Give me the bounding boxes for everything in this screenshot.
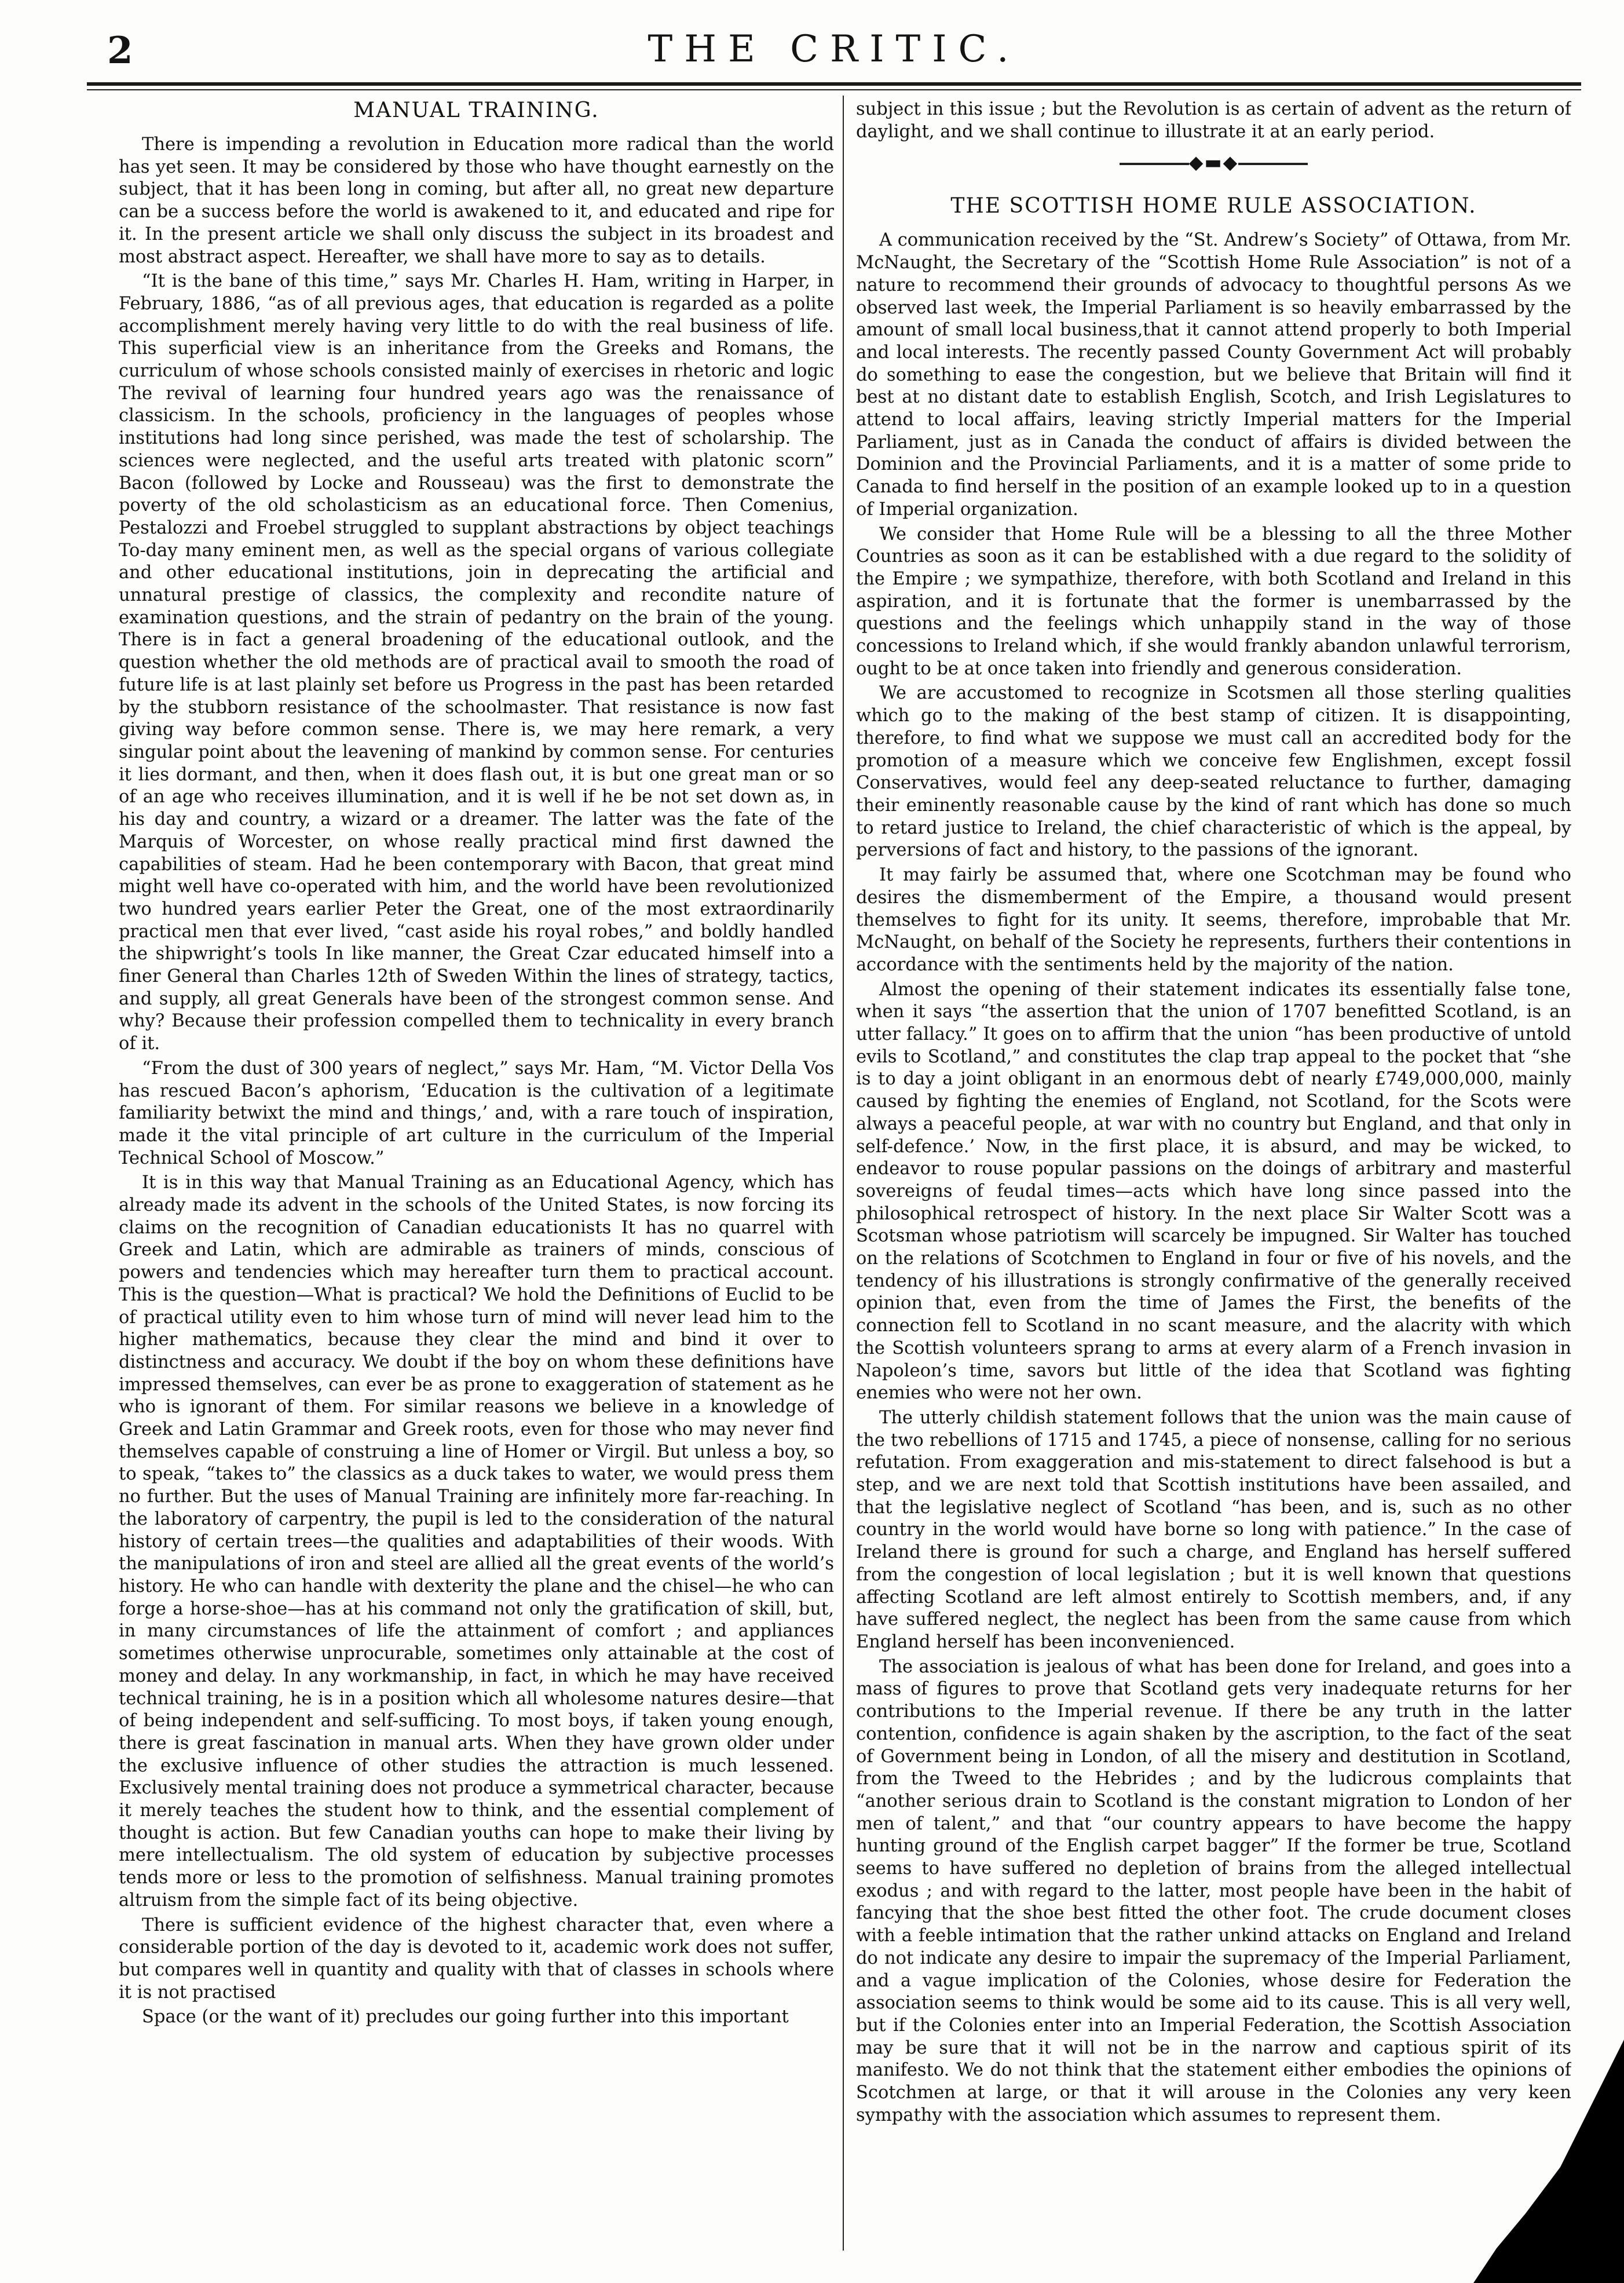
paragraph: It is in this way that Manual Training as an Educational Agency, which has already made its advent in the schools of the United States, is now forcing its claims on the recognition of Canadian educationists It has no quarrel with Greek and Latin, which are admirable as trainers of minds, conscious of powers and tendencies which may hereafter turn them to practical account. This is the question—What is practical? We hold the Definitions of Euclid to be of practical utility even to him whose turn of mind will never lead him to the higher mathematics, because they clear the mind and bind it over to distinctness and accuracy. We doubt if the boy on whom these definitions have impressed themselves, can ever be as prone to exaggeration of statement as he who is ignorant of them. For similar reasons we believe in a knowledge of Greek and Latin Grammar and Greek roots, even for those who may never find themselves capable of construing a line of Homer or Virgil. But unless a boy, so to speak, “takes to” the classics as a duck takes to water, we would press them no further. But the uses of Manual Training are infinitely more far-reaching. In the laboratory of carpentry, the pupil is led to the consideration of the natural history of certain trees—the qualities and adaptabilities of their woods. With the manipulations of iron and steel are allied all the great events of the world’s history. He who can handle with dexterity the plane and the chisel—he who can forge a horse-shoe—has at his command not only the gratification of skill, but, in many circumstances of life the attainment of comfort ; and appliances sometimes otherwise unprocurable, sometimes only attainable at the cost of money and delay. In any workmanship, in fact, in which he may have received technical training, he is in a position which all wholesome natures desire—that of being independent and self-sufficing. To most boys, if taken young enough, there is great fascination in manual arts. When they have grown older under the exclusive influence of other studies the attraction is much lessened. Exclusively mental training does not produce a symmetrical character, because it merely teaches the student how to think, and the essential complement of thought is action. But few Canadian youths can hope to make their living by mere intellectualism. The old system of education by subjective processes tends more or less to the promotion of selfishness. Manual training promotes altruism from the simple fact of its being objective. [119,1172,834,1911]
paragraph: We are accustomed to recognize in Scotsmen all those sterling qualities which go to the making of the best stamp of citizen. It is disappointing, therefore, to find what we suppose we must call an accredited body for the promotion of a measure which we conceive few Englishmen, except fossil Conservatives, would feel any deep-seated reluctance to further, damaging their eminently reasonable cause by the kind of rant which has done so much to retard justice to Ireland, the chief characteristic of which is the appeal, by perversions of fact and history, to the passions of the ignorant. [856,683,1571,861]
paragraph: “From the dust of 300 years of neglect,” says Mr. Ham, “M. Victor Della Vos has rescued Bacon’s aphorism, ‘Education is the cultivation of a legitimate familiarity betwixt the mind and things,’ and, with a rare touch of inspiration, made it the vital principle of art culture in the curriculum of the Imperial Technical School of Moscow.” [119,1058,834,1168]
article-title-manual-training: MANUAL TRAINING. [353,98,599,122]
paragraph: A communication received by the “St. Andrew’s Society” of Ottawa, from Mr. McNaught, the Secretary of the “Scottish Home Rule Association” is not of a nature to recommend their grounds of advocacy to thoughtful persons As we observed last week, the Imperial Parliament is so heavily embarrassed by the amount of small local business,that it cannot attend properly to both Imperial and local interests. The recently passed County Government Act will probably do something to ease the congestion, but we believe that Britain will find it best at no distant date to establish English, Scotch, and Irish Legislatures to attend to local affairs, leaving strictly Imperial matters for the Imperial Parliament, just as in Canada the conduct of affairs is divided between the Dominion and the Provincial Parliaments, and it is a matter of some pride to Canada to find herself in the position of an example looked up to in a question of Imperial organization. [856,230,1571,520]
continuation-paragraph: subject in this issue ; but the Revolution is as certain of advent as the return of daylight, and we shall continue to illustrate it at an early period. [856,99,1571,142]
paragraph: Almost the opening of their statement indicates its essentially false tone, when it says “the assertion that the union of 1707 benefitted Scotland, is an utter fallacy.” It goes on to affirm that the union “has been productive of untold evils to Scotland,” and constitutes the clap trap appeal to the pocket that “she is to day a joint obligant in an enormous debt of nearly £749,000,000, mainly caused by fighting the enemies of England, not Scotland, for the Scots were always a peaceful people, at war with no country but England, and that only in self-defence.’ Now, in the first place, it is absurd, and may be wicked, to endeavor to rouse popular passions on the doings of arbitrary and masterful sovereigns of feudal times—acts which have long since passed into the philosophical retrospect of history. In the next place Sir Walter Scott was a Scotsman whose patriotism will scarcely be impugned. Sir Walter has touched on the relations of Scotchmen to England in four or five of his novels, and the tendency of his illustrations is strongly confirmative of the generally received opinion that, even from the time of James the First, the benefits of the connection fell to Scotland in no scant measure, and the alacrity with which the Scottish volunteers sprang to arms at every alarm of a French invasion in Napoleon’s time, savors but little of the idea that Scotland was fighting enemies who were not her own. [856,979,1571,1404]
section-ornament: ◆▬◆ [856,151,1571,173]
left-column [119,98,834,2260]
paragraph: We consider that Home Rule will be a blessing to all the three Mother Countries as soon as it can be established with a due regard to the solidity of the Empire ; we sympathize, therefore, with both Scotland and Ireland in this aspiration, and it is fortunate that the former is unembarrassed by the questions and the feelings which unhappily stand in the way of those concessions to Ireland which, if she would frankly abandon unlawful terrorism, ought to be at once taken into friendly and generous consideration. [856,524,1571,679]
paragraph: There is impending a revolution in Education more radical than the world has yet seen. It may be considered by those who have thought earnestly on the subject, that it has been long in coming, but after all, no great new departure can be a success before the world is awakened to it, and educated and ripe for it. In the present article we shall only discuss the subject in its broadest and most abstract aspect. Hereafter, we shall have more to say as to details. [119,134,834,267]
paragraph: “It is the bane of this time,” says Mr. Charles H. Ham, writing in Harper, in February, 1886, “as of all previous ages, that education is regarded as a polite accomplishment merely having very little to do with the real business of life. This superficial view is an inheritance from the Greeks and Romans, the curriculum of whose schools consisted mainly of exercises in rhetoric and logic The revival of learning four hundred years ago was the renaissance of classicism. In the schools, proficiency in the languages of peoples whose institutions had long since perished, was made the test of scholarship. The sciences were neglected, and the useful arts treated with platonic scorn” Bacon (followed by Locke and Rousseau) was the first to demonstrate the poverty of the old scholasticism as an educational force. Then Comenius, Pestalozzi and Froebel struggled to supplant abstractions by object teachings To-day many eminent men, as well as the special organs of various collegiate and other educational institutions, join in deprecating the artificial and unnatural prestige of classics, the complexity and recondite nature of examination questions, and the strain of pedantry on the brain of the young. There is in fact a general broadening of the educational outlook, and the question whether the old methods are of practical avail to smooth the road of future life is at last plainly set before us Progress in the past has been retarded by the stubborn resistance of the schoolmaster. That resistance is now fast giving way before common sense. There is, we may here remark, a very singular point about the leavening of mankind by common sense. For centuries it lies dormant, and then, when it does flash out, it is but one great man or so of an age who receives illumination, and it is well if he be not set down as, in his day and country, a wizard or a dreamer. The latter was the fate of the Marquis of Worcester, on whose really practical mind first dawned the capabilities of steam. Had he been contemporary with Bacon, that great mind might well have co-operated with him, and the world have been revolutionized two hundred years earlier Peter the Great, one of the most extraordinarily practical men that ever lived, “cast aside his royal robes,” and boldly handled the shipwright’s tools In like manner, the Great Czar educated himself into a finer General than Charles 12th of Sweden Within the lines of strategy, tactics, and supply, all great Generals have been of the strongest common sense. And why? Because their profession compelled them to technicality in every branch of it. [119,271,834,1054]
paragraph: The utterly childish statement follows that the union was the main cause of the two rebellions of 1715 and 1745, a piece of nonsense, calling for no serious refutation. From exaggeration and mis-statement to direct falsehood is but a step, and we are next told that Scottish institutions have been assailed, and that the legislative neglect of Scotland “has been, and is, such as no other country in the world would have borne so long with patience.” In the case of Ireland there is ground for such a charge, and England has herself suffered from the congestion of local legislation ; but it is well known that questions affecting Scotland are left almost entirely to Scottish members, and, if any have suffered neglect, the neglect has been from the same cause from which England herself has been inconvenienced. [856,1407,1571,1652]
article-title-scottish-home-rule: THE SCOTTISH HOME RULE ASSOCIATION. [950,194,1477,218]
page-header [87,23,1581,81]
header-rule-thin [87,89,1581,90]
paragraph: Space (or the want of it) precludes our going further into this important [142,2007,789,2028]
paragraph: The association is jealous of what has been done for Ireland, and goes into a mass of figures to prove that Scotland gets very inadequate returns for her contributions to the Imperial revenue. If there be any truth in the latter contention, confidence is again shaken by the ascription, to the fact of the seat of Government being in London, of all the misery and destitution in Scotland, from the Tweed to the Hebrides ; and by the ludicrous complaints that “another serious drain to Scotland is the constant migration to London of her men of talent,” and that “our country appears to have become the happy hunting ground of the English carpet bagger” If the former be true, Scotland seems to have suffered no depletion of brains from the alleged intellectual exodus ; and with regard to the latter, most people have been in the habit of fancying that the shoe best fitted the other foot. The crude document closes with a feeble intimation that the rather unkind attacks on England and Ireland do not indicate any desire to impair the supremacy of the Imperial Parliament, and a vague implication of the Colonies, whose desire for Federation the association seems to think would be some aid to its cause. This is all very well, but if the Colonies enter into an Imperial Federation, the Scottish Association may be sure that it will not be in the narrow and captious spirit of its manifesto. We do not think that the statement either embodies the opinions of Scotchmen at large, or that it will arouse in the Colonies any very keen sympathy with the association which assumes to represent them. [856,1656,1571,2125]
paragraph: There is sufficient evidence of the highest character that, even where a considerable portion of the day is devoted to it, academic work does not suffer, but compares well in quantity and quality with that of classes in schools where it is not practised [119,1915,834,2003]
right-column [856,98,1571,2260]
torn-corner [1473,2040,1624,2283]
column-divider [843,96,844,2251]
page-number: 2 [107,29,133,72]
paragraph: It may fairly be assumed that, where one Scotchman may be found who desires the dismemberment of the Empire, a thousand would present themselves to fight for its unity. It seems, therefore, improbable that Mr. McNaught, on behalf of the Society he represents, furthers their contentions in accordance with the sentiments held by the majority of the nation. [856,865,1571,975]
masthead-title: THE CRITIC. [648,28,1021,71]
header-rule [87,82,1581,86]
